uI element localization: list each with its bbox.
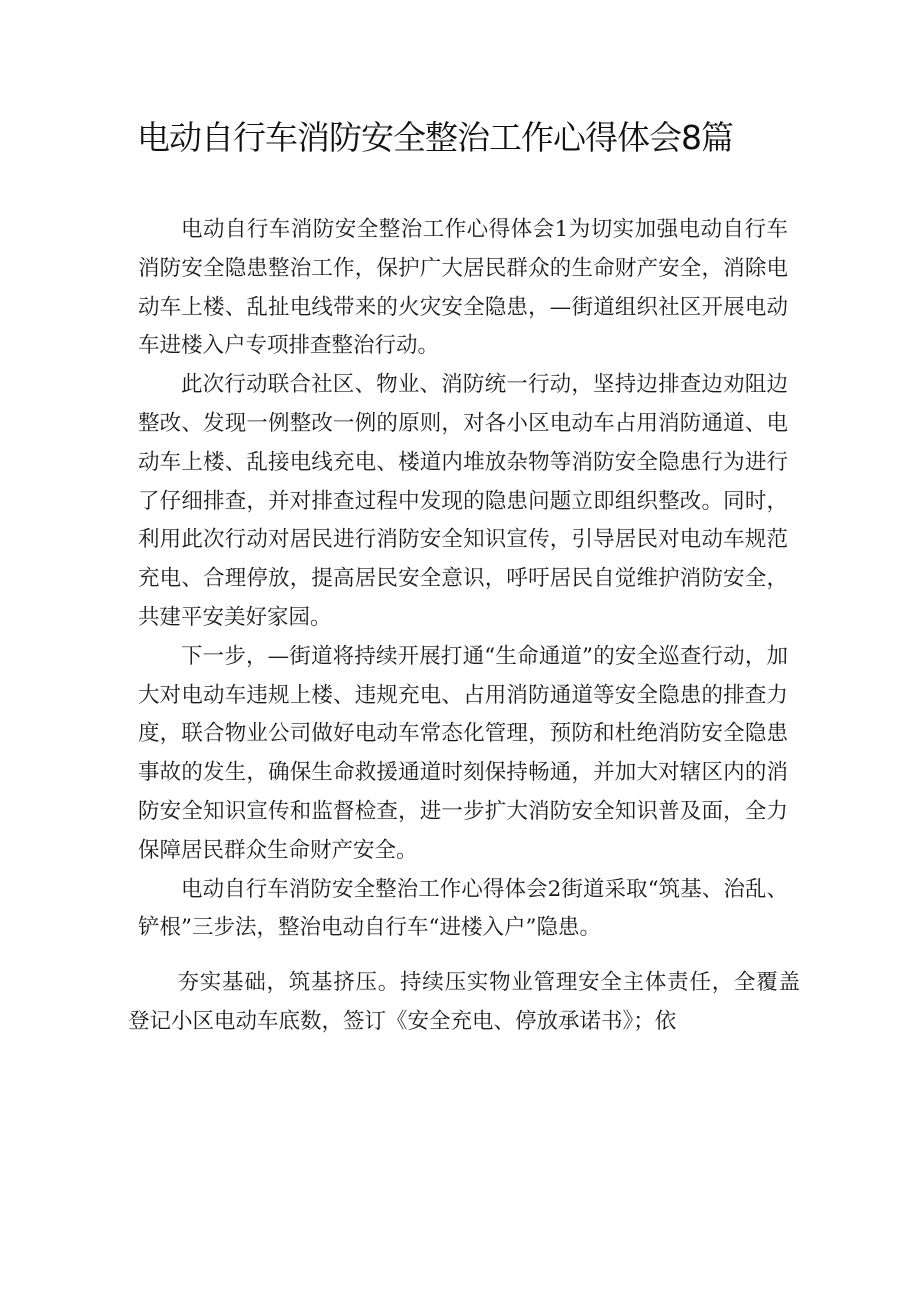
document-body bbox=[128, 211, 800, 1042]
paragraph-2: 此次行动联合社区、物业、消防统一行动，坚持边排查边劝阻边整改、发现一例整改一例的原则，对各小区电动车占用消防通道、电动车上楼、乱接电线充电、楼道内堆放杂物等消防安全隐患行为进行了仔细排查，并对排查过程中发现的隐患问题立即组织整改。同时，利用此次行动对居民进行消防安全知识宣传，引导居民对电动车规范充电、合理停放，提高居民安全意识，呼吁居民自觉维护消防安全，共建平安美好家园。 bbox=[138, 372, 788, 630]
paragraph-5: 夯实基础，筑基挤压。持续压实物业管理安全主体责任，全覆盖登记小区电动车底数，签订《安全充电、停放承诺书》；依 bbox=[128, 970, 800, 1034]
paragraph-1: 电动自行车消防安全整治工作心得体会1为切实加强电动自行车消防安全隐患整治工作，保护广大居民群众的生命财产安全，消除电动车上楼、乱扯电线带来的火灾安全隐患，—街道组织社区开展电动车进楼入户专项排查整治行动。 bbox=[138, 217, 788, 359]
paragraph-4: 电动自行车消防安全整治工作心得体会2街道采取“筑基、治乱、铲根”三步法，整治电动自行车“进楼入户”隐患。 bbox=[138, 876, 788, 941]
paragraph-3: 下一步，—街道将持续开展打通“生命通道”的安全巡查行动，加大对电动车违规上楼、违规充电、占用消防通道等安全隐患的排查力度，联合物业公司做好电动车常态化管理，预防和杜绝消防安全隐患事故的发生，确保生命救援通道时刻保持畅通，并加大对辖区内的消防安全知识宣传和监督检查，进一步扩大消防安全知识普及面，全力保障居民群众生命财产安全。 bbox=[138, 643, 788, 863]
document-title: 电动自行车消防安全整治工作心得体会8篇 bbox=[137, 118, 733, 157]
